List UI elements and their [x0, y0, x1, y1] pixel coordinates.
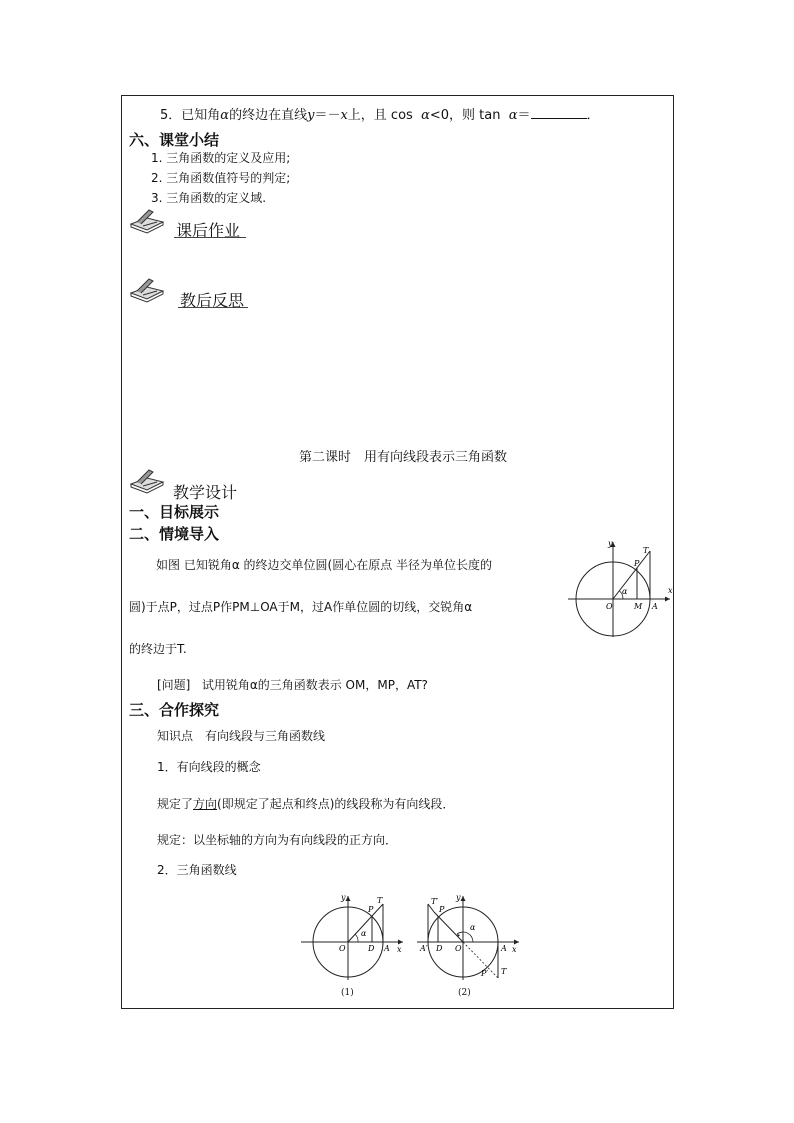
unit-circle-figure	[566, 537, 676, 641]
fig2-D-label: D	[436, 944, 443, 953]
fig2-y-label: y	[456, 893, 461, 902]
question-5: 5．已知角α的终边在直线y＝－x上，且 cos α<0，则 tan α＝ ．	[160, 108, 600, 123]
lesson-title: 第二课时 用有向线段表示三角函数	[299, 450, 508, 465]
fig1-alpha-label: α	[361, 929, 367, 938]
summary-item-3: 3. 三角函数的定义域.	[151, 191, 267, 205]
fig1-P-label: P	[368, 905, 374, 914]
definition-line: 规定了方向(即规定了起点和终点)的线段称为有向线段．	[157, 797, 455, 811]
fig-top-y-label: y	[608, 539, 613, 548]
fig-top-O-label: O	[606, 602, 613, 611]
summary-item-2: 2. 三角函数值符号的判定;	[151, 171, 291, 185]
book-icon	[129, 208, 173, 234]
homework-underline	[174, 237, 246, 238]
fig-top-alpha-label: α	[622, 587, 628, 596]
knowledge-title: 知识点 有向线段与三角函数线	[157, 729, 326, 743]
section-intro: 二、情境导入	[129, 525, 220, 543]
section-goals: 一、目标展示	[129, 503, 220, 521]
fig2-T-label: T	[501, 967, 507, 976]
summary-heading: 六、课堂小结	[129, 131, 220, 149]
knowledge-item-2: 2．三角函数线	[157, 863, 237, 877]
intro-line-3: 的终边于T.	[129, 642, 187, 656]
trig-lines-figure-1	[299, 890, 411, 984]
question-line	[157, 676, 428, 693]
trig-lines-figure-2	[415, 890, 527, 984]
section-explore: 三、合作探究	[129, 701, 220, 719]
fig2-x-label: x	[512, 945, 517, 954]
design-label: 教学设计	[173, 483, 238, 502]
reflection-label: 教后反思	[180, 291, 245, 310]
book-icon	[129, 277, 173, 303]
book-icon	[129, 468, 173, 494]
fig1-y-label: y	[341, 893, 346, 902]
fig1-D-label: D	[368, 944, 375, 953]
fig2-P-label: P	[439, 905, 445, 914]
direction-underlined: 方向	[193, 797, 218, 811]
fig2-O-label: O	[455, 944, 462, 953]
fig1-O-label: O	[339, 944, 346, 953]
answer-blank	[531, 107, 587, 119]
intro-line-2: 圆)于点P，过点P作PM⊥OA于M，过A作单位圆的切线，交锐角α	[129, 600, 473, 614]
question-tag: [问题]	[157, 678, 191, 692]
fig1-A-label: A	[384, 944, 390, 953]
knowledge-item-1: 1．有向线段的概念	[157, 760, 261, 774]
fig-top-A-label: A	[652, 602, 658, 611]
fig1-caption-text: (1)	[341, 988, 354, 998]
question-text: 试用锐角α的三角函数表示 OM，MP，AT?	[201, 678, 428, 692]
homework-label: 课后作业	[176, 221, 241, 240]
fig2-alpha-label: α	[470, 923, 476, 932]
fig2-T-prime-label: T′	[431, 897, 439, 906]
fig-top-P-label: P	[634, 559, 640, 568]
fig2-P-prime-label: P′	[481, 969, 489, 978]
reflection-underline	[178, 307, 248, 308]
fig-top-x-label: x	[668, 586, 673, 595]
fig-top-T-label: T	[643, 546, 649, 555]
fig1-T-label: T	[377, 896, 383, 905]
fig2-caption-text: (2)	[458, 988, 471, 998]
rule-line: 规定：以坐标轴的方向为有向线段的正方向．	[157, 833, 398, 847]
summary-item-1: 1. 三角函数的定义及应用;	[151, 151, 291, 165]
fig2-A-label: A	[501, 944, 507, 953]
fig2-A-prime-label: A′	[420, 944, 428, 953]
fig1-x-label: x	[397, 945, 402, 954]
fig-top-M-label: M	[634, 602, 643, 611]
intro-line-1: 如图 已知锐角α 的终边交单位圆(圆心在原点 半径为单位长度的	[156, 558, 493, 572]
